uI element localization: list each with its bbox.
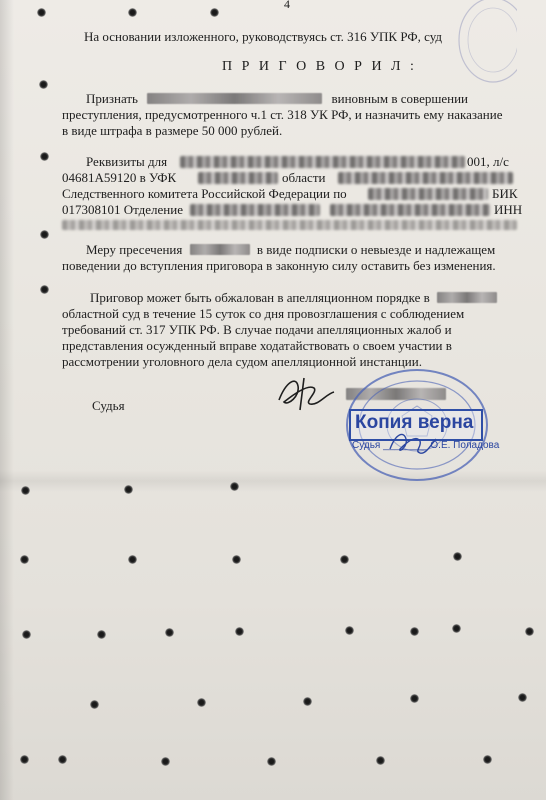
punch-hole (410, 627, 419, 636)
redacted-requisites (368, 188, 488, 200)
redacted-requisites (338, 172, 513, 184)
para1-line1 (86, 91, 468, 106)
punch-hole (39, 80, 48, 89)
punch-hole (525, 627, 534, 636)
para1-line3: в виде штрафа в размере 50 000 рублей. (62, 123, 283, 138)
page-number: 4 (284, 0, 290, 11)
punch-hole (90, 700, 99, 709)
verdict-heading: П Р И Г О В О Р И Л : (222, 59, 417, 74)
punch-hole (40, 230, 49, 239)
redacted-requisites (330, 204, 490, 216)
para2-line3-start: Следственного комитета Российской Федерации по (62, 186, 347, 201)
para2-line2-mid: области (282, 170, 326, 185)
punch-hole (97, 630, 106, 639)
punch-hole (267, 757, 276, 766)
stamp-title: Копия верна (355, 412, 474, 433)
punch-hole (230, 482, 239, 491)
punch-hole (453, 552, 462, 561)
punch-hole (210, 8, 219, 17)
para2-line1-start: Реквизиты для (86, 154, 168, 169)
para2-line4-end: ИНН (494, 202, 523, 217)
para2-line3-end: БИК (492, 186, 518, 201)
judge-label: Судья (92, 398, 125, 413)
para4-line4: представления осужденный вправе ходатайствовать о своем участии в (62, 338, 452, 353)
punch-hole (165, 628, 174, 637)
punch-hole (128, 555, 137, 564)
signature-icon (274, 372, 344, 414)
punch-hole (58, 755, 67, 764)
redacted-requisites (180, 156, 465, 168)
redacted-requisites (62, 220, 517, 230)
punch-hole (452, 624, 461, 633)
redacted-region (437, 292, 497, 303)
page-shadow (0, 0, 14, 800)
punch-hole (40, 285, 49, 294)
punch-hole (235, 627, 244, 636)
punch-hole (20, 555, 29, 564)
para1-line1-end: виновным в совершении (331, 91, 468, 106)
para2-line4-start: 017308101 Отделение (62, 202, 183, 217)
para1-line1-start: Признать (86, 91, 138, 106)
punch-hole (303, 697, 312, 706)
para4-line5: рассмотрении уголовного дела судом апелляционной инстанции. (62, 354, 422, 369)
para4-line3: требований ст. 317 УПК РФ. В случае подачи апелляционных жалоб и (62, 322, 452, 337)
punch-hole (124, 485, 133, 494)
punch-hole (20, 755, 29, 764)
punch-hole (483, 755, 492, 764)
para3-line1-start: Меру пресечения (86, 242, 183, 257)
punch-hole (410, 694, 419, 703)
punch-hole (161, 757, 170, 766)
punch-hole (232, 555, 241, 564)
para1-line2: преступления, предусмотренного ч.1 ст. 318 УК РФ, и назначить ему наказание (62, 107, 503, 122)
para4-line1-start: Приговор может быть обжалован в апелляционном порядке в (90, 290, 430, 305)
punch-hole (128, 8, 137, 17)
punch-hole (376, 756, 385, 765)
stamp-signature-line: Судья ________ О.Е. Поладова (352, 440, 500, 451)
para2-line2-start: 04681А59120 в УФК (62, 170, 177, 185)
para4-line1 (90, 290, 497, 305)
para3-line1 (86, 242, 495, 257)
para4-line2: областной суд в течение 15 суток со дня провозглашения с соблюдением (62, 306, 465, 321)
punch-hole (22, 630, 31, 639)
redacted-requisites (190, 204, 320, 216)
para2-line1-end: 001, л/с (467, 154, 509, 169)
punch-hole (21, 486, 30, 495)
faded-stamp-icon (453, 0, 517, 86)
intro-line: На основании изложенного, руководствуясь ст. 316 УПК РФ, суд (84, 29, 443, 44)
punch-hole (340, 555, 349, 564)
punch-hole (40, 152, 49, 161)
punch-hole (197, 698, 206, 707)
punch-hole (518, 693, 527, 702)
redacted-requisites (198, 172, 278, 184)
redacted-name (147, 93, 322, 104)
stamp-signature-icon (386, 425, 440, 459)
punch-hole (345, 626, 354, 635)
punch-hole (37, 8, 46, 17)
para3-line1-end: в виде подписки о невыезде и надлежащем (256, 242, 496, 257)
redacted-name (190, 244, 250, 255)
para3-line2: поведении до вступления приговора в законную силу оставить без изменения. (62, 258, 496, 273)
